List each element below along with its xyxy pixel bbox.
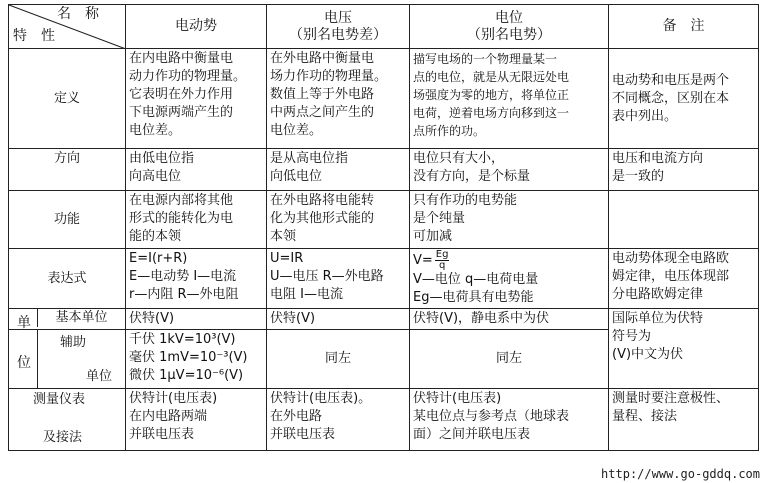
header-voltage: 电压 （别名电势差） <box>267 5 410 49</box>
meter-potential: 伏特计(电压表) 某电位点与参考点（地球表 面）之间并联电压表 <box>410 389 609 451</box>
unit-base-emf: 伏特(V) <box>126 309 267 330</box>
direction-voltage: 是从高电位指 向低电位 <box>267 149 410 191</box>
definition-voltage: 在外电路中衡量电 场力作功的物理量。 数值上等于外电路 中两点之间产生的 电位差。 <box>267 49 410 149</box>
unit-remarks: 国际单位为伏特 符号为 (V)中文为伏 <box>609 309 759 389</box>
function-potential: 只有作功的电势能 是个纯量 可加减 <box>410 191 609 249</box>
unit-aux-label-1: 辅助 <box>60 335 87 350</box>
row-label-definition: 定义 <box>9 49 126 149</box>
comparison-table <box>8 4 759 451</box>
row-definition <box>9 49 759 149</box>
row-label-meter: 测量仪表 及接法 <box>9 389 126 451</box>
row-meter <box>9 389 759 451</box>
corner-header-cell <box>9 5 126 49</box>
definition-emf: 在内电路中衡量电 动力作功的物理量。 它表明在外力作用 下电源两端产生的 电位差。 <box>126 49 267 149</box>
definition-remarks: 电动势和电压是两个 不同概念，区别在本 表中列出。 <box>609 49 759 149</box>
row-label-direction: 方向 <box>9 149 126 191</box>
meter-remarks: 测量时要注意极性、 量程、接法 <box>609 389 759 451</box>
unit-aux-voltage: 同左 <box>267 330 410 389</box>
meter-voltage: 伏特计(电压表)。 在外电路 并联电压表 <box>267 389 410 451</box>
row-unit-base <box>9 309 759 330</box>
row-function <box>9 191 759 249</box>
row-label-function: 功能 <box>9 191 126 249</box>
corner-bottom-label: 特性 <box>13 28 69 44</box>
header-potential: 电位 （别名电势） <box>410 5 609 49</box>
header-emf: 电动势 <box>126 5 267 49</box>
meter-emf: 伏特计(电压表) 在内电路两端 并联电压表 <box>126 389 267 451</box>
unit-aux-label-2: 单位 <box>86 369 113 384</box>
header-row <box>9 5 759 49</box>
unit-base-potential: 伏特(V)，静电系中为伏 <box>410 309 609 330</box>
row-expression <box>9 249 759 309</box>
unit-aux-potential: 同左 <box>410 330 609 389</box>
function-emf: 在电源内部将其他 形式的能转化为电 能的本领 <box>126 191 267 249</box>
potential-formula: V= $\frac{Eg}{q}$ <box>413 249 449 271</box>
unit-aux-emf: 千伏 1kV=10³(V) 毫伏 1mV=10⁻³(V) 微伏 1μV=10⁻⁶(V) <box>126 330 267 389</box>
direction-remarks: 电压和电流方向 是一致的 <box>609 149 759 191</box>
unit-base-label: 基本单位 <box>55 310 108 325</box>
direction-potential: 电位只有大小， 没有方向，是个标量 <box>410 149 609 191</box>
function-remarks <box>609 191 759 249</box>
unit-base-voltage: 伏特(V) <box>267 309 410 330</box>
function-voltage: 在外电路将电能转 化为其他形式能的 本领 <box>267 191 410 249</box>
row-direction <box>9 149 759 191</box>
expression-voltage: U=IR U—电压 R—外电路 电阻 I—电流 <box>267 249 410 309</box>
header-remarks: 备 注 <box>609 5 759 49</box>
expression-emf: E=I(r+R) E—电动势 I—电流 r—内阻 R—外电阻 <box>126 249 267 309</box>
expression-potential: V= $\frac{Eg}{q}$ V—电位 q—电荷电量 Eg—电荷具有电势能 <box>410 249 609 309</box>
expression-remarks: 电动势体现全电路欧 姆定律，电压体现部 分电路欧姆定律 <box>609 249 759 309</box>
direction-emf: 由低电位指 向高电位 <box>126 149 267 191</box>
corner-top-label: 名称 <box>57 6 113 22</box>
definition-potential: 描写电场的一个物理量某一 点的电位，就是从无限远处电 场强度为零的地方，将单位正 电荷，逆着电场方向移到这一 点所作的功。 <box>410 49 609 149</box>
watermark-url: http://www.go-gddq.com <box>601 467 760 481</box>
row-label-expression: 表达式 <box>9 249 126 309</box>
unit-group-label: 单 位 <box>9 330 38 388</box>
